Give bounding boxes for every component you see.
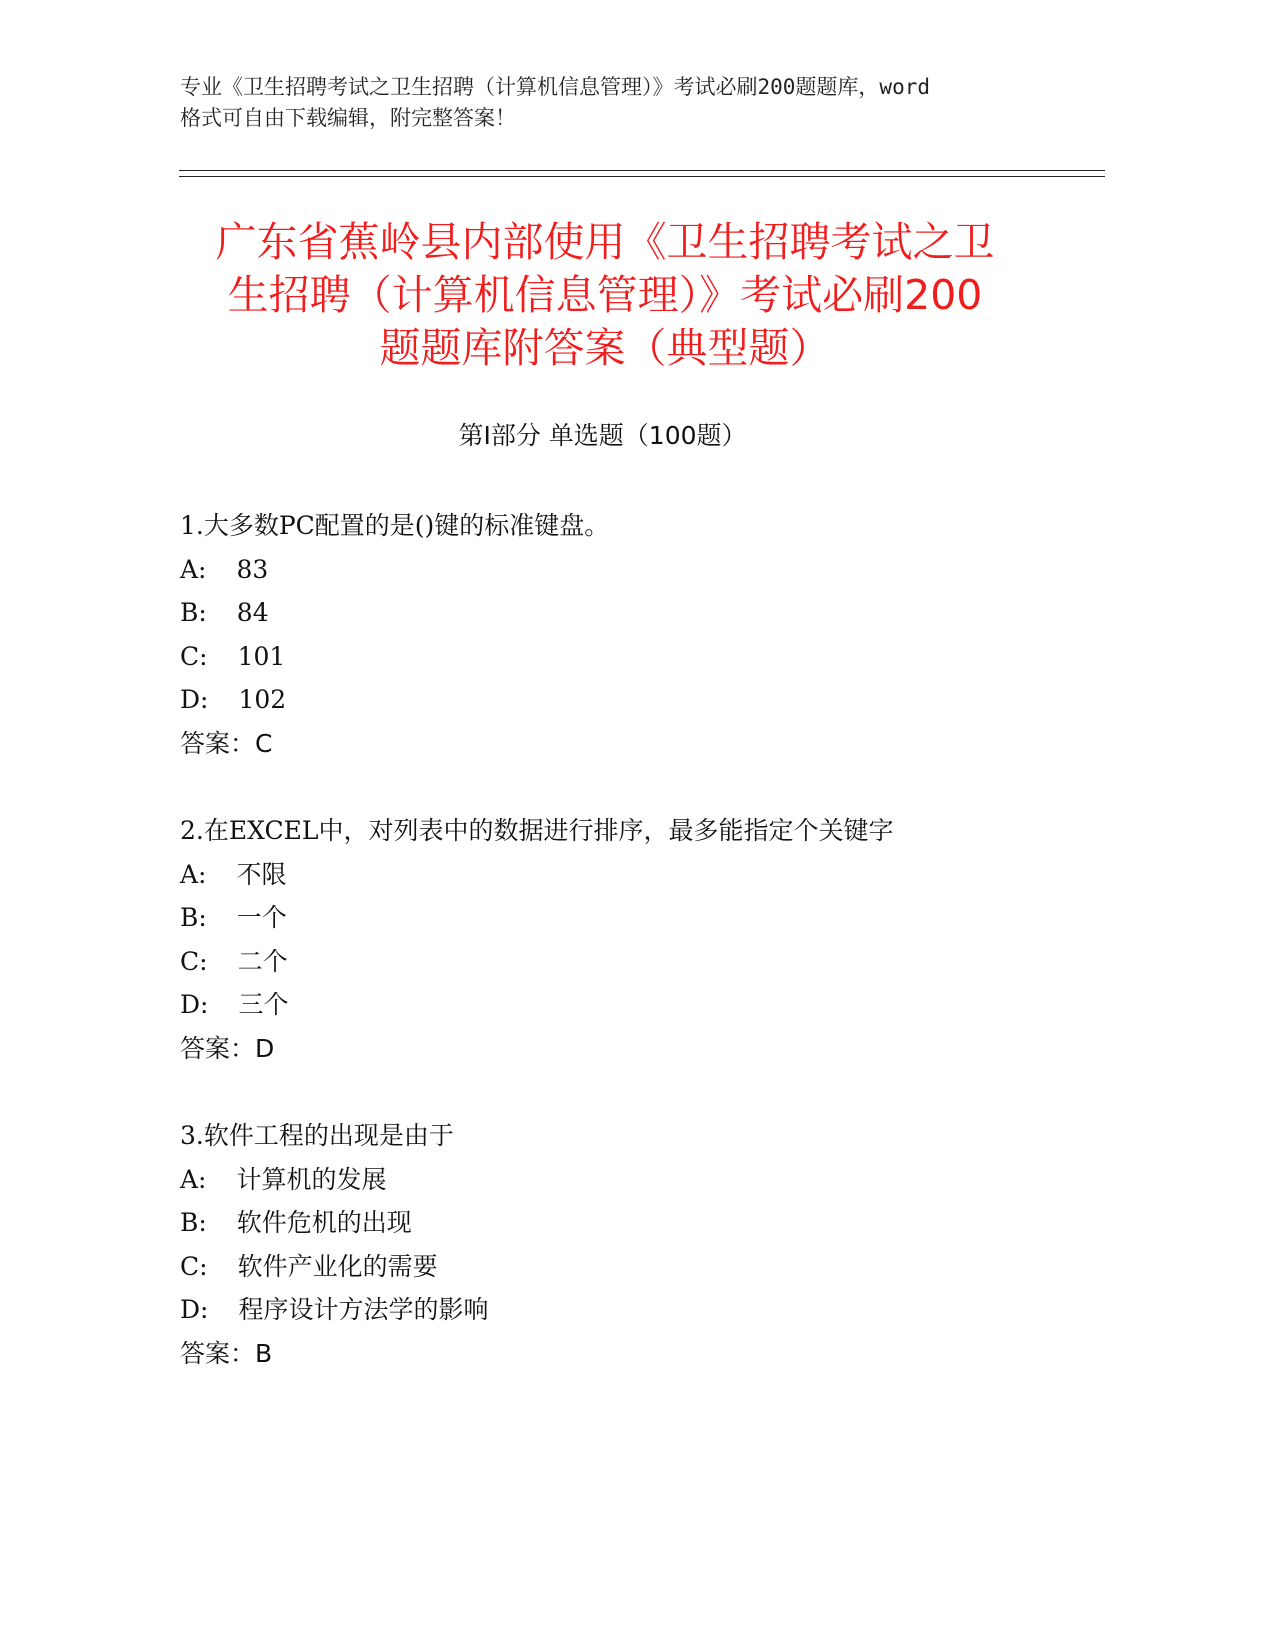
question-stem: 1.大多数PC配置的是()键的标准键盘。 <box>180 511 610 540</box>
option-text: 程序设计方法学的影响 <box>238 1295 489 1324</box>
option-b <box>180 591 1100 635</box>
question-1 <box>180 504 1100 765</box>
question-stem: 2.在EXCEL中，对列表中的数据进行排序，最多能指定个关键字 <box>180 816 894 845</box>
document-title-line: 广东省蕉岭县内部使用《卫生招聘考试之卫 <box>215 218 995 266</box>
option-letter: D: <box>180 685 209 714</box>
option-letter: A: <box>180 859 207 889</box>
answer: 答案：B <box>180 1338 273 1368</box>
option-letter: C: <box>180 1251 208 1281</box>
option-letter: B: <box>180 903 207 932</box>
option-text: 计算机的发展 <box>236 1164 387 1194</box>
header-note <box>180 72 1060 134</box>
option-letter: B: <box>180 1208 207 1237</box>
header-note-line: 格式可自由下载编辑，附完整答案！ <box>180 106 516 130</box>
section-title: 第Ⅰ部分 单选题（100题） <box>458 421 747 450</box>
option-letter: C: <box>180 946 208 976</box>
document-title-line: 生招聘（计算机信息管理）》考试必刷200 <box>227 271 983 319</box>
header-divider <box>179 170 1105 171</box>
option-letter: D: <box>180 1295 209 1324</box>
question-3 <box>180 1114 1100 1375</box>
option-text: 软件危机的出现 <box>236 1208 412 1237</box>
option-letter: B: <box>180 598 207 627</box>
option-letter: D: <box>180 990 209 1019</box>
header-note-line: 专业《卫生招聘考试之卫生招聘（计算机信息管理）》考试必刷200题题库，word <box>180 75 930 99</box>
option-a <box>180 853 1100 897</box>
option-text: 三个 <box>238 990 289 1019</box>
option-c <box>180 635 1100 679</box>
document-title <box>150 216 1060 375</box>
option-text: 软件产业化的需要 <box>237 1251 438 1281</box>
option-letter: A: <box>180 1164 207 1194</box>
option-text: 83 <box>236 554 269 584</box>
option-b <box>180 1201 1100 1245</box>
option-a <box>180 1158 1100 1202</box>
option-letter: A: <box>180 554 207 584</box>
option-d <box>180 1288 1100 1332</box>
header-divider <box>179 176 1105 177</box>
answer: 答案：C <box>180 728 273 758</box>
option-text: 84 <box>236 598 269 627</box>
option-text: 二个 <box>237 946 288 976</box>
option-text: 一个 <box>236 903 287 932</box>
option-text: 不限 <box>236 859 287 889</box>
option-d <box>180 983 1100 1027</box>
option-a <box>180 548 1100 592</box>
option-c <box>180 1245 1100 1289</box>
answer: 答案：D <box>180 1033 275 1063</box>
option-text: 102 <box>238 685 287 714</box>
question-stem: 3.软件工程的出现是由于 <box>180 1121 454 1150</box>
option-d <box>180 678 1100 722</box>
option-letter: C: <box>180 641 208 671</box>
document-title-line: 题题库附答案（典型题） <box>379 324 831 372</box>
option-b <box>180 896 1100 940</box>
question-2 <box>180 809 1100 1070</box>
option-text: 101 <box>237 641 286 671</box>
option-c <box>180 940 1100 984</box>
